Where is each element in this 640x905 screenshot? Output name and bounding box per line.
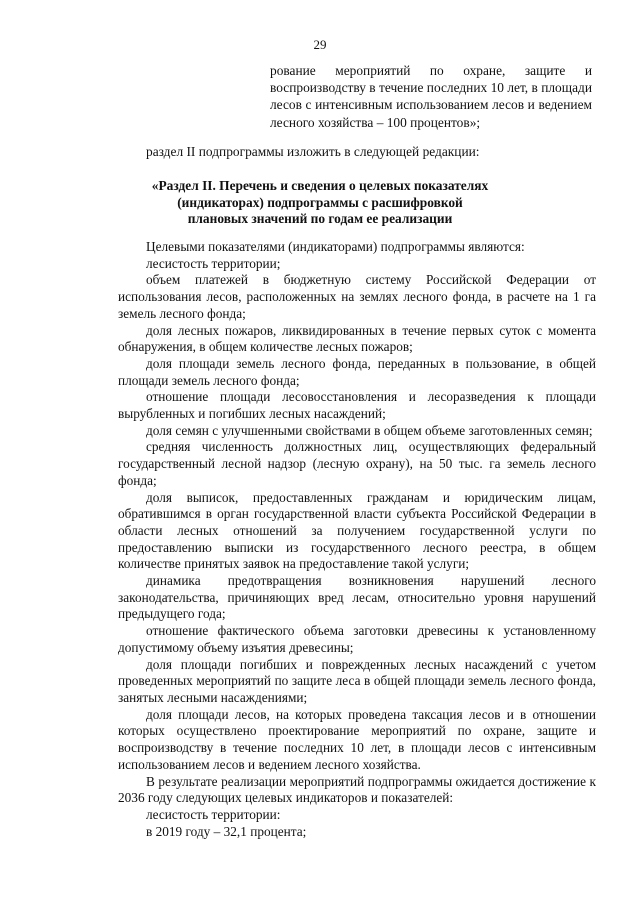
paragraph: отношение площади лесовосстановления и лесоразведения к площади вырубленных и погибших лесных насаждений;	[118, 389, 596, 422]
intro-line: раздел II подпрограммы изложить в следующей редакции:	[146, 144, 480, 159]
paragraph: отношение фактического объема заготовки древесины к установленному допустимому объему изъятия древесины;	[118, 623, 596, 655]
paragraph: доля площади земель лесного фонда, переданных в пользование, в общей площади земель лесного фонда;	[118, 355, 596, 388]
paragraph: динамика предотвращения возникновения нарушений лесного законодательства, причиняющих вред лесам, относительно уровня нарушений предыдущего года;	[118, 573, 596, 622]
heading-line-3: плановых значений по годам ее реализации	[187, 211, 453, 227]
heading-line-2: (индикаторах) подпрограммы с расшифровкой	[177, 194, 463, 210]
heading-line-1: «Раздел II. Перечень и сведения о целевых показателях	[151, 178, 489, 193]
paragraph: Целевыми показателями (индикаторами) подпрограммы являются:	[146, 239, 525, 254]
paragraph: доля выписок, предоставленных гражданам и юридическим лицам, обратившимся в орган государственной власти субъекта Российской Федерации в области лесных отношений за получением государственной услуги по предоставлению выписки из государственного лесного реестра, в общем количестве принятых заявок на предоставление такой услуги;	[118, 489, 596, 572]
paragraph: лесистость территории;	[146, 255, 281, 271]
page-number: 29	[313, 37, 327, 52]
paragraph: В результате реализации мероприятий подпрограммы ожидается достижение к 2036 году следующих целевых индикаторов и показателей:	[118, 773, 596, 806]
paragraph: средняя численность должностных лиц, осуществляющих федеральный государственный лесной надзор (лесную охрану), на 50 тыс. га земель лесного фонда;	[118, 439, 596, 488]
paragraph: объем платежей в бюджетную систему Российской Федерации от использования лесов, расположенных на землях лесного фонда, в расчете на 1 га земель лесного фонда;	[118, 272, 596, 321]
section-heading	[110, 178, 530, 228]
paragraph: доля площади погибших и поврежденных лесных насаждений с учетом проведенных мероприятий по защите леса в общей площади земель лесного фонда, занятых лесными насаждениями;	[118, 656, 596, 705]
paragraph: лесистость территории:	[146, 806, 281, 822]
body-text	[118, 239, 596, 840]
paragraph: доля лесных пожаров, ликвидированных в течение первых суток с момента обнаружения, в общем количестве лесных пожаров;	[118, 322, 596, 355]
continuation-text: рование мероприятий по охране, защите и воспроизводству в течение последних 10 лет, в площади лесов с интенсивным использованием лесов и ведением лесного хозяйства – 100 процентов»;	[270, 63, 592, 130]
paragraph: в 2019 году – 32,1 процента;	[146, 823, 307, 839]
paragraph: доля площади лесов, на которых проведена таксация лесов и в отношении которых осуществлено проектирование мероприятий по охране, защите и воспроизводству в течение последних 10 лет, в площади лесов с интенсивным использованием лесов и ведением лесного хозяйства.	[118, 706, 596, 772]
paragraph: доля семян с улучшенными свойствами в общем объеме заготовленных семян;	[146, 422, 593, 438]
